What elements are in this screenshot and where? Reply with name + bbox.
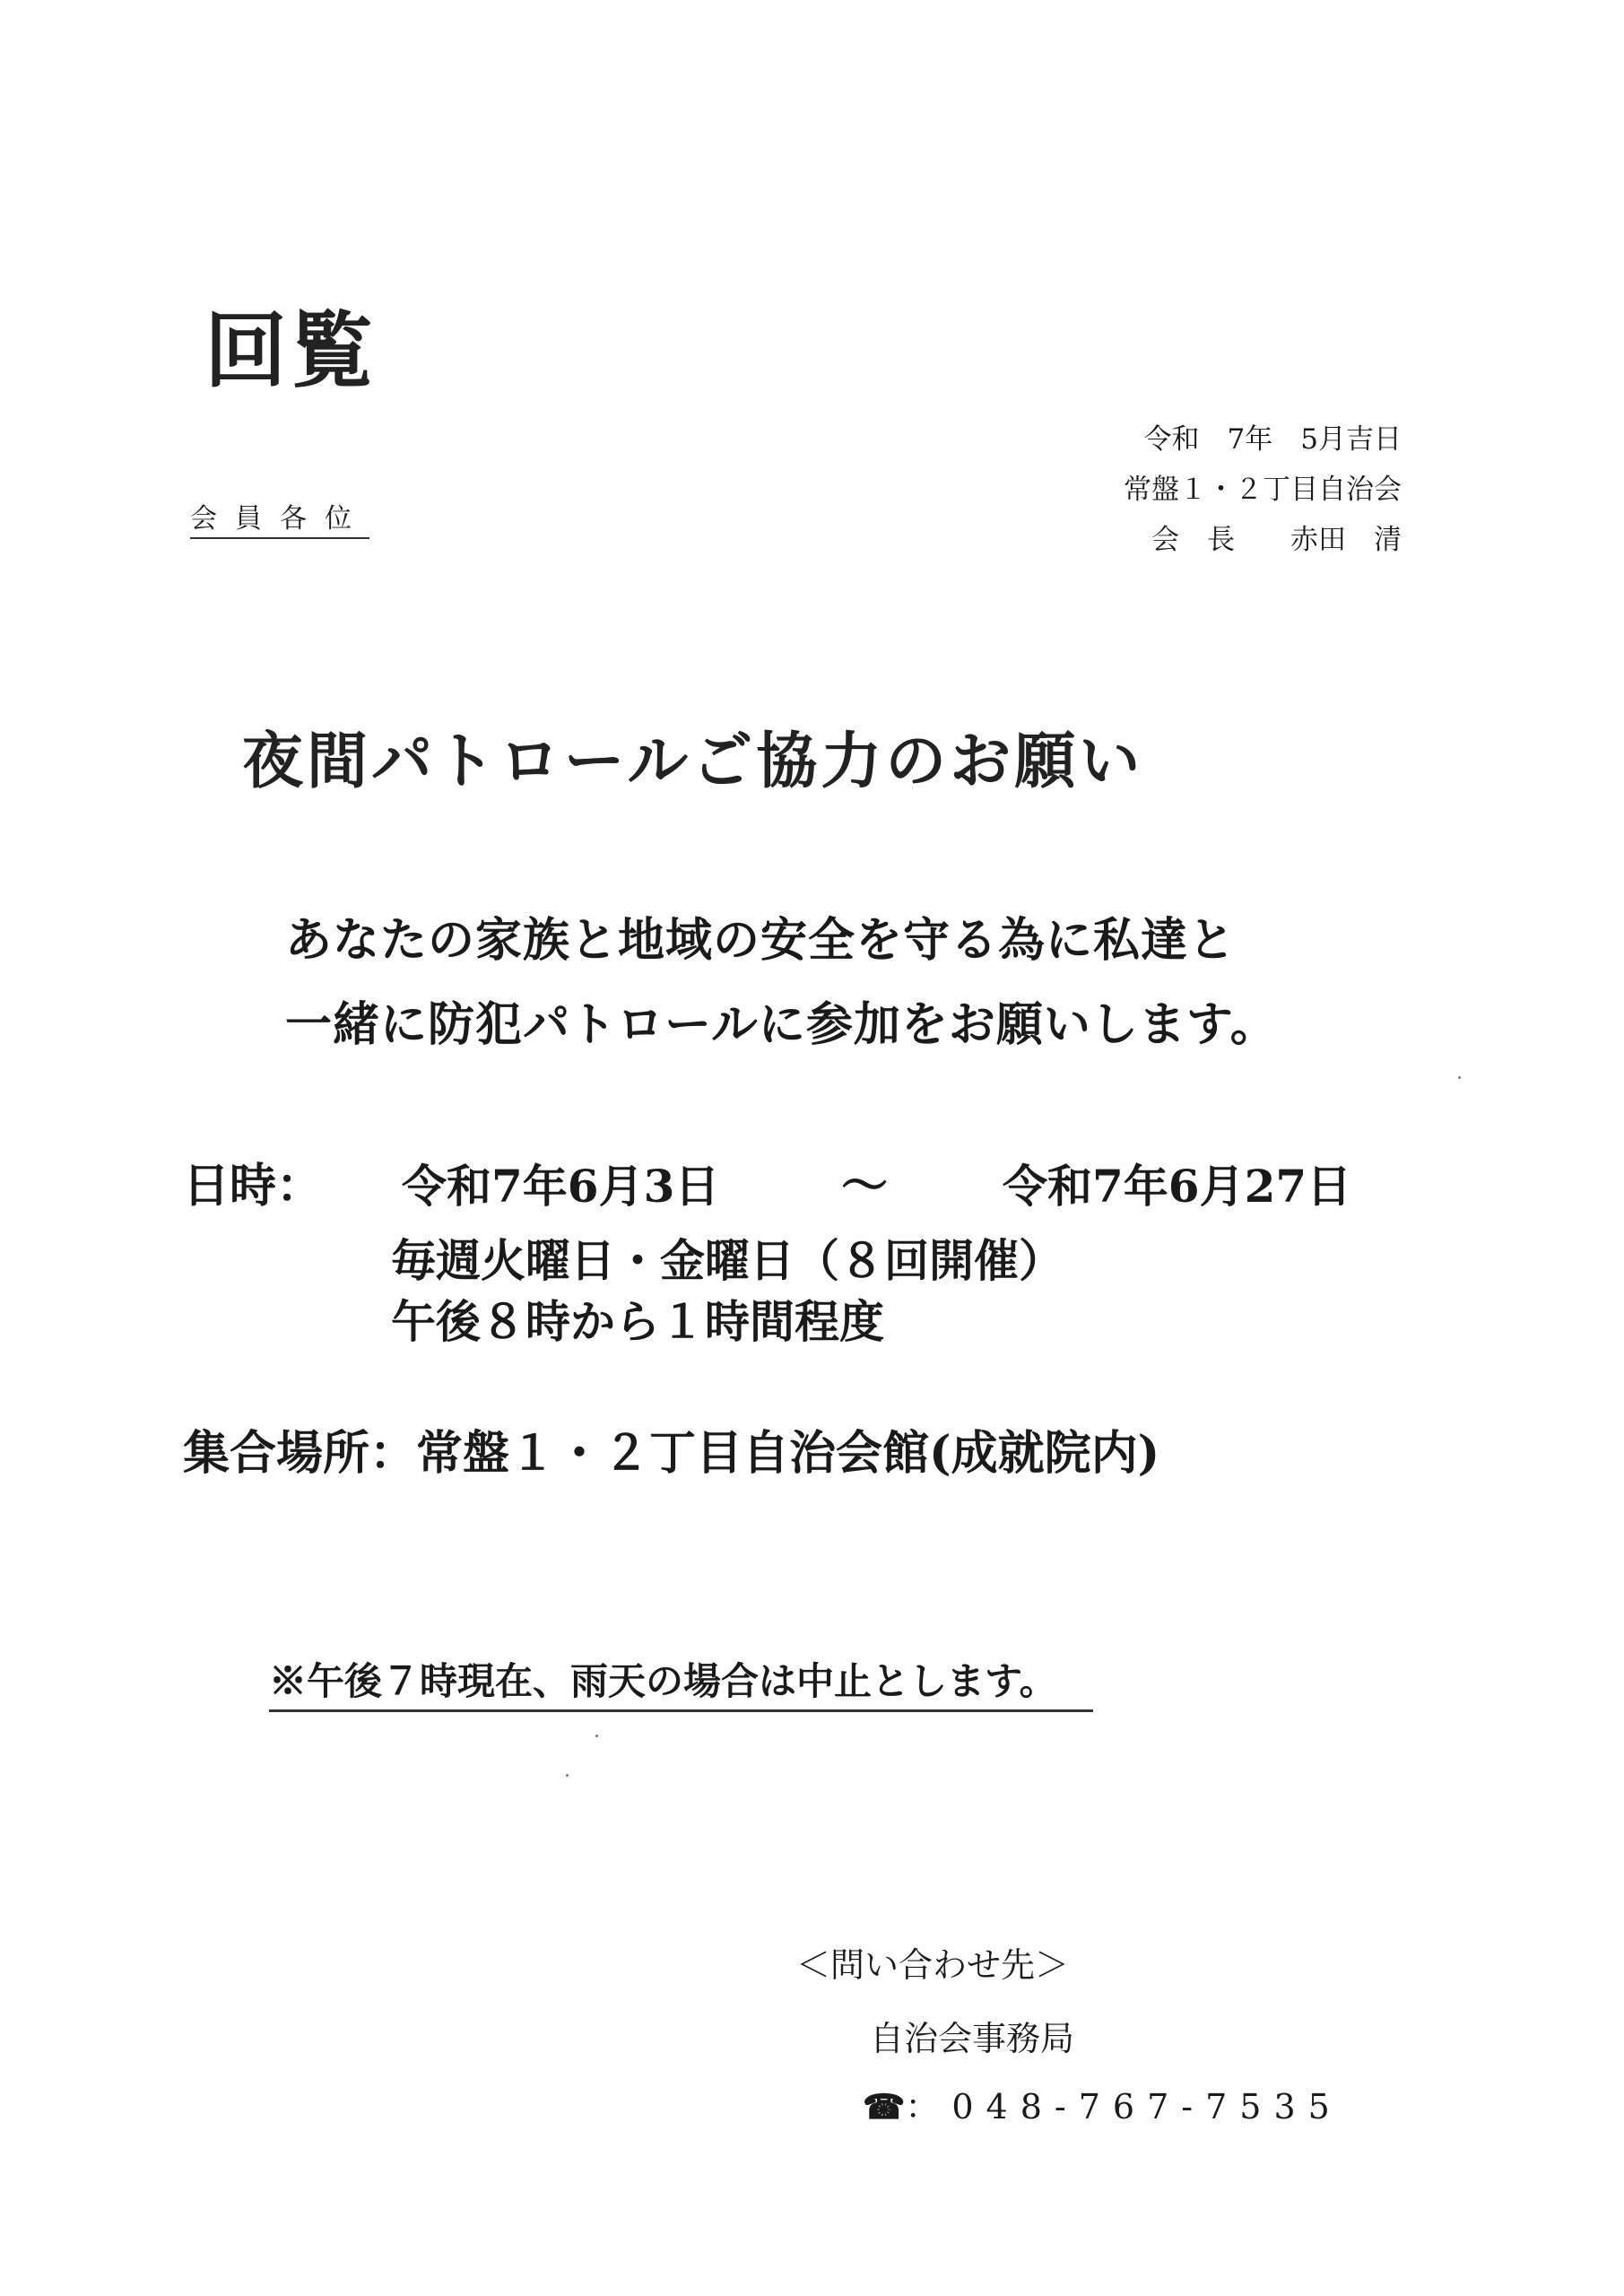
meeting-place: 集合場所：常盤１・２丁目自治会館(成就院内) xyxy=(183,1426,1160,1481)
document-title: 夜間パトロールご協力のお願い xyxy=(242,726,1144,797)
end-date: 令和7年6月27日 xyxy=(1003,1160,1352,1213)
contact-office: 自治会事務局 xyxy=(870,2019,1075,2058)
schedule-time: 午後８時から１時間程度 xyxy=(391,1295,884,1348)
phone-number: ：048-767-7535 xyxy=(905,2087,1342,2126)
scan-speck xyxy=(566,1774,569,1777)
date-label: 日時： xyxy=(183,1159,324,1213)
intro-paragraph xyxy=(285,899,1278,1067)
circular-label: 回覧 xyxy=(204,302,378,399)
schedule-details xyxy=(391,1231,1064,1352)
sender-president: 会 長 赤田 清 xyxy=(1151,524,1402,556)
contact-heading: ＜問い合わせ先＞ xyxy=(796,1945,1070,1985)
addressee: 会員各位 xyxy=(190,496,369,539)
sender-organization: 常盤１・２丁目自治会 xyxy=(1124,474,1402,506)
start-date: 令和7年6月3日 xyxy=(402,1160,720,1213)
schedule-days: 毎週火曜日・金曜日（８回開催） xyxy=(391,1234,1064,1287)
scan-speck xyxy=(595,1735,598,1737)
issue-date: 令和 7年 5月吉日 xyxy=(1143,423,1402,456)
intro-line-2: 一緒に防犯パトロールに参加をお願いします。 xyxy=(285,997,1278,1052)
date-range-separator: ～ xyxy=(841,1159,889,1213)
contact-phone xyxy=(863,2079,1342,2128)
rain-cancellation-note: ※午後７時現在、雨天の場合は中止とします。 xyxy=(269,1652,1093,1712)
phone-icon: ☎ xyxy=(863,2086,906,2126)
intro-line-1: あなたの家族と地域の安全を守る為に私達と xyxy=(285,913,1237,968)
sender-block xyxy=(1124,414,1402,565)
scan-speck xyxy=(1458,1076,1461,1079)
